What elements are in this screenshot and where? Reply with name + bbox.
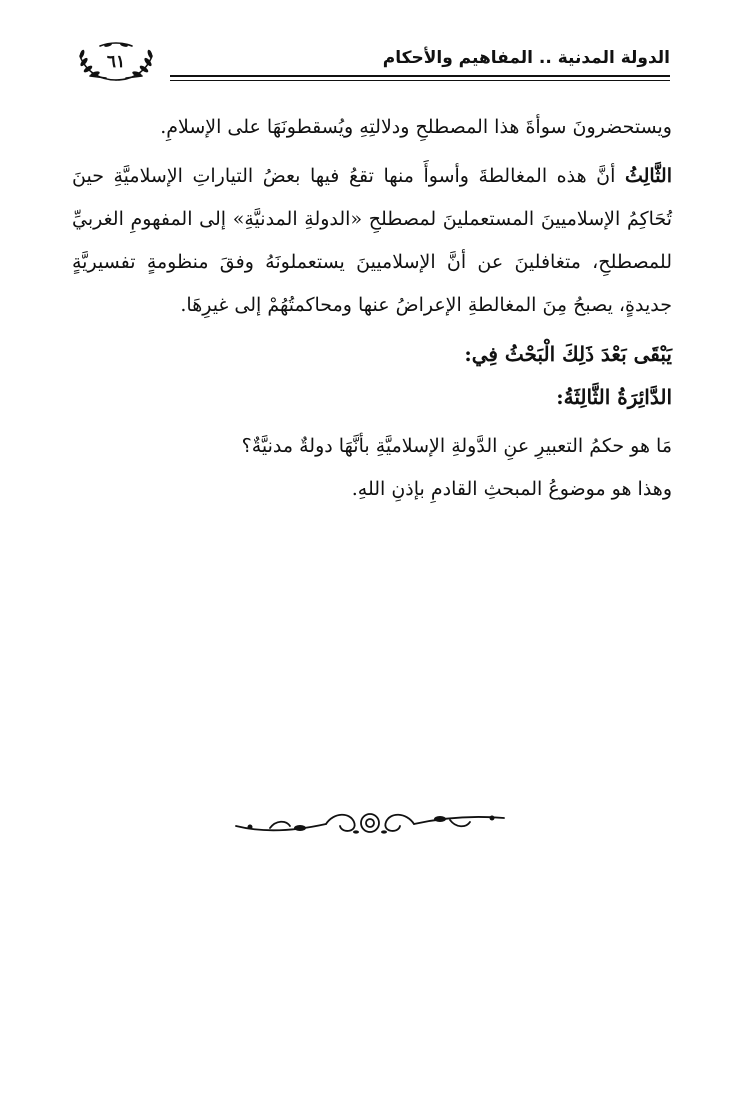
header-rule (170, 75, 670, 77)
closing-paragraph: وهذا هو موضوعُ المبحثِ القادمِ بإذنِ اللهِ. (351, 478, 672, 500)
third-circle-heading: الدَّائِرَةُ الثَّالِثَةُ: (556, 385, 672, 409)
paragraph-third-point (72, 155, 672, 327)
third-point-text: أنَّ هذه المغالطةَ وأسوأَ منها تقعُ فيها بعضُ التياراتِ الإسلاميَّةِ حينَ تُحَاكِمُ الإسلاميينَ المستعملينَ لمصطلحِ «الدولةِ المدنيَّةِ» إلى المفهومِ الغربيِّ للمصطلحِ، متغافلينَ عن أنَّ الإسلاميينَ يستعملونَهُ وفقَ منظومةٍ تفسيريَّةٍ جديدةٍ، يصبحُ مِنَ المغالطةِ الإعراضُ عنها ومحاكمتُهُمْ إلى غيرِهَا. (72, 165, 672, 316)
paragraph-continuation: ويستحضرونَ سوأةَ هذا المصطلحِ ودلالتِهِ ويُسقطونَهَا على الإسلامِ. (160, 116, 672, 138)
page-number-badge (70, 40, 162, 86)
ornament-divider-icon (230, 806, 510, 840)
question-paragraph: مَا هو حكمُ التعبيرِ عنِ الدَّولةِ الإسلاميَّةِ بأنَّهَا دولةٌ مدنيَّةٌ؟ (241, 435, 672, 457)
running-title: الدولة المدنية .. المفاهيم والأحكام (382, 48, 670, 68)
header-rule-thin (170, 80, 670, 81)
third-point-heading: الثَّالِثُ (624, 165, 673, 187)
section-end-ornament (230, 806, 510, 840)
page-header (70, 40, 670, 88)
remaining-question-heading: يَبْقَى بَعْدَ ذَلِكَ الْبَحْثُ فِي: (464, 342, 672, 366)
page-number: ٦١ (106, 52, 126, 72)
page-body (72, 106, 672, 511)
